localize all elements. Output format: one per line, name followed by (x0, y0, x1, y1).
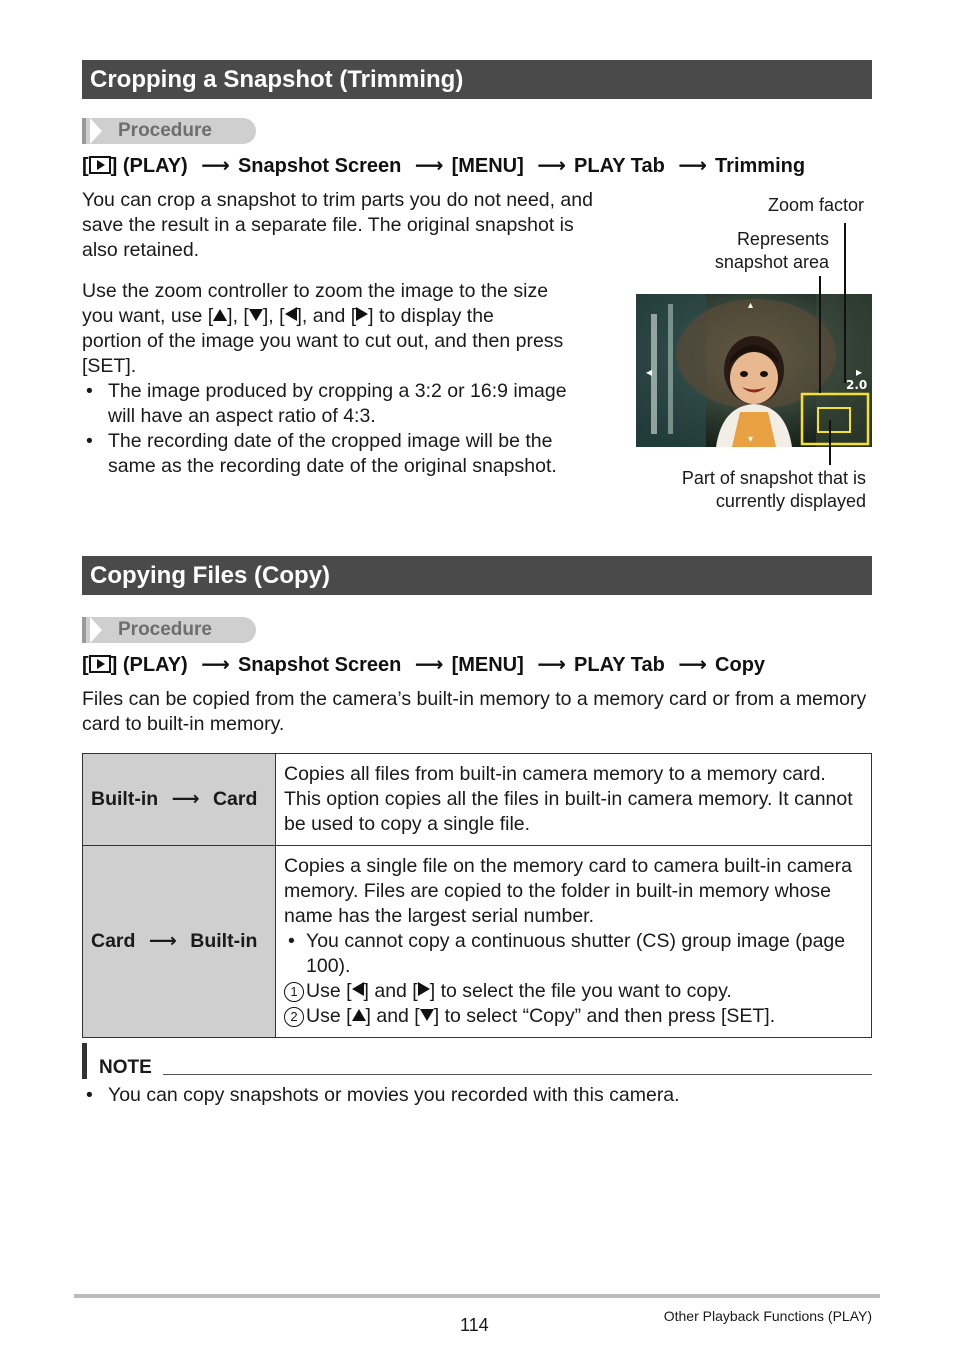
right-arrow-icon (418, 982, 430, 996)
option-description (276, 846, 872, 1038)
menu-path: [ ] (PLAY) ⟶ Snapshot Screen ⟶ [MENU] ⟶ PLAY Tab ⟶ Trimming (82, 155, 806, 177)
camera-screen-illustration (636, 294, 872, 447)
bullet-dot-icon: • (86, 1084, 93, 1106)
step-item (284, 1004, 863, 1029)
arrow-icon: ⟶ (537, 155, 567, 177)
section-heading-trimming (82, 60, 872, 99)
instruction-text: you want, use [ (82, 305, 214, 327)
arrow-icon: ⟶ (414, 155, 444, 177)
page-number: 114 (460, 1315, 489, 1335)
arrow-icon: ⟶ (678, 155, 708, 177)
procedure-tag (82, 118, 256, 144)
step-text: Use [ (306, 980, 352, 1002)
path-play: (PLAY) (122, 155, 188, 177)
procedure-chevron-icon (90, 617, 102, 643)
option-description: Copies all files from built-in camera memory to a memory card. This option copies all the files in built-in camera memory. It cannot be used to copy a single file. (276, 754, 872, 846)
note-marker (82, 1043, 87, 1079)
instruction-text: ], [ (262, 305, 285, 327)
callout-line: Represents (736, 229, 829, 249)
callout-represents (715, 228, 829, 274)
path-step: Trimming (715, 155, 806, 177)
option-label (83, 846, 276, 1038)
section-heading-copy (82, 556, 872, 595)
bullet-text: same as the recording date of the original snapshot. (108, 455, 557, 477)
footer-section-title: Other Playback Functions (PLAY) (663, 1308, 872, 1324)
callout-zoom-factor: Zoom factor (767, 195, 864, 215)
bullet-text: The image produced by cropping a 3:2 or 16:9 image (108, 380, 567, 402)
svg-text:▸: ▸ (856, 365, 863, 379)
zoom-value: 2.0 (846, 378, 868, 392)
note-text: You can copy snapshots or movies you recorded with this camera. (108, 1084, 680, 1106)
right-arrow-icon (356, 307, 368, 321)
path-step: Snapshot Screen (237, 654, 402, 676)
step-number-2-icon: 2 (284, 1007, 304, 1027)
section-title: Copying Files (Copy) (90, 562, 330, 589)
step-text: Use [ (306, 1005, 352, 1027)
arrow-icon: ⟶ (201, 654, 230, 676)
left-arrow-icon (285, 307, 297, 321)
note-label: NOTE (99, 1057, 152, 1078)
trimming-instructions (82, 279, 622, 379)
trimming-screen-image (636, 294, 872, 447)
bullet-dot-icon: • (288, 930, 295, 952)
bullet-text: You cannot copy a continuous shutter (CS) group image (page 100). (306, 930, 846, 977)
note-divider (163, 1074, 872, 1075)
procedure-chevron-icon (90, 118, 102, 144)
bullet-dot-icon: • (86, 430, 93, 452)
description-text: Copies a single file on the memory card to camera built-in camera memory. Files are copied to the folder in built-in memory whose name has the largest serial number. (284, 855, 852, 927)
label-to: Built-in (190, 930, 258, 952)
step-text: ] and [ (363, 980, 418, 1002)
step-item (284, 979, 863, 1004)
callout-line-part (829, 420, 831, 465)
up-arrow-icon (213, 309, 227, 321)
trimming-intro: You can crop a snapshot to trim parts you do not need, and save the result in a separate file. The original snapshot is also retained. (82, 189, 593, 261)
procedure-tag (82, 617, 256, 643)
instruction-line: [SET]. (82, 355, 137, 377)
callout-line-area (819, 276, 821, 393)
callout-part-displayed (682, 467, 866, 513)
bullet-dot-icon: • (86, 380, 93, 402)
bullet-text: will have an aspect ratio of 4:3. (108, 405, 376, 427)
bullet-text: The recording date of the cropped image will be the (108, 430, 553, 452)
procedure-label: Procedure (118, 120, 212, 141)
instruction-line (82, 304, 622, 329)
step-text: ] and [ (365, 1005, 420, 1027)
instruction-line: Use the zoom controller to zoom the image to the size (82, 280, 549, 302)
label-from: Card (91, 930, 136, 952)
svg-text:◂: ◂ (646, 365, 653, 379)
label-from: Built-in (91, 788, 159, 810)
table-row (83, 754, 872, 846)
menu-path: [ ] (PLAY) ⟶ Snapshot Screen ⟶ [MENU] ⟶ PLAY Tab ⟶ Copy (82, 654, 766, 676)
instruction-text: ] to display the (368, 305, 494, 327)
svg-text:▴: ▴ (748, 300, 754, 311)
arrow-icon: ⟶ (414, 654, 444, 676)
copy-options-table (82, 753, 872, 1038)
instruction-line: portion of the image you want to cut out, and then press (82, 330, 564, 352)
play-mode-icon (89, 156, 111, 174)
step-text: ] to select the file you want to copy. (429, 980, 732, 1002)
left-arrow-icon (352, 982, 364, 996)
footer-rule (74, 1294, 880, 1298)
label-to: Card (212, 788, 258, 810)
table-row (83, 846, 872, 1038)
down-arrow-icon (420, 1009, 434, 1021)
callout-line-zoom (844, 223, 846, 383)
arrow-icon: ⟶ (537, 654, 567, 676)
copy-intro: Files can be copied from the camera’s built-in memory to a memory card or from a memory card to built-in memory. (82, 688, 867, 735)
path-step: PLAY Tab (574, 654, 665, 676)
path-step: [MENU] (451, 654, 524, 676)
procedure-flag-icon (82, 617, 86, 643)
arrow-icon: ⟶ (148, 930, 177, 952)
path-step: Snapshot Screen (237, 155, 402, 177)
path-step: Copy (715, 654, 766, 676)
instruction-text: ], [ (227, 305, 249, 327)
procedure-flag-icon (82, 118, 86, 144)
arrow-icon: ⟶ (678, 654, 708, 676)
play-mode-icon (89, 655, 111, 673)
step-number-1-icon: 1 (284, 982, 304, 1002)
instruction-text: ], and [ (296, 305, 357, 327)
bullet-item (284, 929, 863, 979)
arrow-icon: ⟶ (201, 155, 230, 177)
up-arrow-icon (352, 1009, 366, 1021)
down-arrow-icon (249, 309, 263, 321)
path-step: PLAY Tab (574, 155, 665, 177)
path-step: [MENU] (451, 155, 524, 177)
path-play: (PLAY) (122, 654, 188, 676)
arrow-icon: ⟶ (171, 788, 200, 810)
procedure-label: Procedure (118, 619, 212, 640)
callout-line: Part of snapshot that is (681, 468, 866, 488)
callout-line: currently displayed (715, 491, 866, 511)
option-label (83, 754, 276, 846)
section-title: Cropping a Snapshot (Trimming) (90, 66, 464, 93)
callout-line: snapshot area (714, 252, 829, 272)
svg-text:▾: ▾ (748, 434, 754, 445)
step-text: ] to select “Copy” and then press [SET]. (433, 1005, 776, 1027)
